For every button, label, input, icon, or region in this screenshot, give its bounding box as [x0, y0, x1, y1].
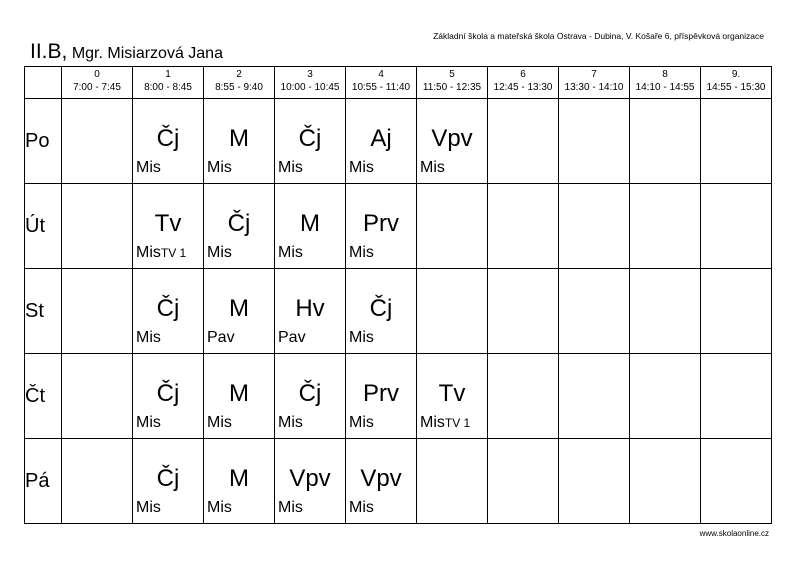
lesson-cell [701, 439, 772, 524]
day-row [25, 354, 772, 439]
lesson-subject: M [229, 465, 249, 492]
period-time: 14:10 - 14:55 [635, 82, 695, 93]
lesson-subject: Tv [154, 210, 182, 237]
lesson-cell [417, 99, 488, 184]
lesson-cell [275, 439, 346, 524]
lesson-teacher-line [278, 329, 306, 347]
period-header-7 [559, 67, 630, 99]
lesson-subject: M [229, 295, 249, 322]
lesson-cell [488, 354, 559, 439]
lesson-subject: Čj [156, 125, 180, 152]
lesson-cell [559, 184, 630, 269]
lesson-teacher-line [207, 244, 232, 262]
period-header-row [25, 67, 772, 99]
period-header-4 [346, 67, 417, 99]
lesson-subject: M [229, 380, 249, 407]
lesson-teacher: Mis [278, 414, 303, 431]
lesson-cell [701, 99, 772, 184]
period-time: 13:30 - 14:10 [564, 82, 624, 93]
period-number: 1 [165, 69, 171, 80]
lesson-teacher-line [278, 499, 303, 517]
corner-cell [25, 67, 62, 99]
lesson-cell [275, 269, 346, 354]
lesson-cell [62, 184, 133, 269]
period-time: 8:55 - 9:40 [215, 82, 263, 93]
lesson-cell [701, 184, 772, 269]
class-name: II.B, [30, 40, 68, 63]
period-number: 3 [307, 69, 313, 80]
lesson-teacher-line [136, 244, 186, 262]
school-name: Základní škola a mateřská škola Ostrava - Dubina, V. Košaře 6, příspěvková organizace [433, 31, 764, 41]
lesson-teacher-line [349, 414, 374, 432]
lesson-teacher: Mis [349, 414, 374, 431]
lesson-teacher: Mis [207, 499, 232, 516]
lesson-teacher: Mis [136, 244, 161, 261]
lesson-teacher: Mis [349, 244, 374, 261]
lesson-teacher-line [278, 244, 303, 262]
lesson-teacher-line [136, 329, 161, 347]
period-number: 0 [94, 69, 100, 80]
lesson-teacher: Mis [207, 414, 232, 431]
lesson-cell [488, 439, 559, 524]
lesson-cell [133, 354, 204, 439]
day-row [25, 99, 772, 184]
lesson-teacher: Mis [278, 159, 303, 176]
day-row [25, 184, 772, 269]
lesson-subject: Hv [295, 295, 325, 322]
lesson-cell [630, 439, 701, 524]
lesson-cell [133, 269, 204, 354]
period-header-3 [275, 67, 346, 99]
lesson-subject: Čj [369, 295, 393, 322]
lesson-cell [346, 269, 417, 354]
lesson-cell [204, 99, 275, 184]
lesson-cell [275, 354, 346, 439]
period-time: 8:00 - 8:45 [144, 82, 192, 93]
lesson-cell [133, 439, 204, 524]
lesson-teacher: Mis [136, 329, 161, 346]
lesson-cell [204, 354, 275, 439]
lesson-teacher-line [420, 159, 445, 177]
lesson-subject: Čj [156, 380, 180, 407]
lesson-cell [204, 439, 275, 524]
lesson-subject: Čj [298, 125, 322, 152]
lesson-teacher-line [207, 329, 235, 347]
lesson-teacher: Mis [420, 414, 445, 431]
lesson-cell [62, 99, 133, 184]
lesson-teacher-line [207, 159, 232, 177]
lesson-cell [133, 184, 204, 269]
period-time: 14:55 - 15:30 [706, 82, 766, 93]
lesson-cell [630, 99, 701, 184]
lesson-cell [488, 269, 559, 354]
period-number: 8 [662, 69, 668, 80]
lesson-teacher: Mis [349, 159, 374, 176]
lesson-cell [62, 354, 133, 439]
day-label: Po [25, 99, 62, 184]
lesson-subject: Aj [370, 125, 392, 152]
lesson-teacher-line [136, 499, 161, 517]
lesson-teacher-line [349, 244, 374, 262]
lesson-cell [559, 354, 630, 439]
lesson-subject: Čj [298, 380, 322, 407]
period-header-5 [417, 67, 488, 99]
lesson-teacher-line [349, 329, 374, 347]
lesson-subject: Vpv [289, 465, 331, 492]
period-header-2 [204, 67, 275, 99]
lesson-subject: Vpv [360, 465, 402, 492]
day-row [25, 269, 772, 354]
lesson-teacher: Mis [136, 414, 161, 431]
lesson-cell [275, 99, 346, 184]
lesson-cell [346, 439, 417, 524]
lesson-cell [62, 439, 133, 524]
day-label: Út [25, 184, 62, 269]
lesson-teacher: Pav [278, 329, 306, 346]
lesson-cell [630, 269, 701, 354]
lesson-cell [133, 99, 204, 184]
day-label: Pá [25, 439, 62, 524]
lesson-subject: Prv [363, 210, 399, 237]
lesson-cell [630, 354, 701, 439]
lesson-teacher: Mis [207, 159, 232, 176]
lesson-cell [488, 99, 559, 184]
lesson-cell [559, 99, 630, 184]
lesson-teacher: Pav [207, 329, 235, 346]
lesson-cell [701, 269, 772, 354]
period-number: 5 [449, 69, 455, 80]
lesson-subject: Prv [363, 380, 399, 407]
lesson-teacher-line [207, 414, 232, 432]
period-time: 12:45 - 13:30 [493, 82, 553, 93]
lesson-subject: Tv [438, 380, 466, 407]
page-title [30, 40, 223, 64]
lesson-teacher: Mis [278, 244, 303, 261]
lesson-subject: M [229, 125, 249, 152]
lesson-cell [417, 354, 488, 439]
period-time: 10:00 - 10:45 [280, 82, 340, 93]
lesson-group: TV 1 [444, 416, 471, 430]
period-header-0 [62, 67, 133, 99]
lesson-teacher: Mis [349, 329, 374, 346]
period-number: 7 [591, 69, 597, 80]
period-time: 7:00 - 7:45 [73, 82, 121, 93]
lesson-cell [275, 184, 346, 269]
lesson-cell [417, 439, 488, 524]
lesson-cell [204, 184, 275, 269]
lesson-teacher: Mis [207, 244, 232, 261]
lesson-teacher-line [136, 414, 161, 432]
lesson-teacher-line [136, 159, 161, 177]
period-number: 4 [378, 69, 384, 80]
timetable-body [25, 99, 772, 524]
period-number: 2 [236, 69, 242, 80]
lesson-teacher: Mis [136, 159, 161, 176]
lesson-cell [417, 184, 488, 269]
lesson-teacher-line [420, 414, 470, 432]
lesson-cell [204, 269, 275, 354]
lesson-cell [630, 184, 701, 269]
period-header-8 [630, 67, 701, 99]
day-label: Čt [25, 354, 62, 439]
lesson-cell [346, 99, 417, 184]
lesson-teacher: Mis [420, 159, 445, 176]
lesson-cell [701, 354, 772, 439]
period-time: 10:55 - 11:40 [351, 82, 411, 93]
lesson-cell [62, 269, 133, 354]
lesson-teacher-line [349, 499, 374, 517]
footer-site: www.skolaonline.cz [699, 529, 769, 538]
lesson-teacher: Mis [278, 499, 303, 516]
lesson-cell [559, 269, 630, 354]
period-header-9 [701, 67, 772, 99]
lesson-subject: Vpv [431, 125, 473, 152]
period-header-1 [133, 67, 204, 99]
timetable [24, 66, 772, 524]
period-header-6 [488, 67, 559, 99]
lesson-teacher-line [278, 159, 303, 177]
period-number: 6 [520, 69, 526, 80]
class-teacher: Mgr. Misiarzová Jana [71, 45, 223, 62]
lesson-cell [488, 184, 559, 269]
lesson-cell [346, 184, 417, 269]
lesson-cell [559, 439, 630, 524]
period-time: 11:50 - 12:35 [422, 82, 482, 93]
lesson-subject: Čj [156, 295, 180, 322]
lesson-cell [346, 354, 417, 439]
lesson-teacher-line [278, 414, 303, 432]
lesson-cell [417, 269, 488, 354]
lesson-teacher: Mis [349, 499, 374, 516]
lesson-subject: Čj [156, 465, 180, 492]
day-row [25, 439, 772, 524]
lesson-group: TV 1 [160, 246, 187, 260]
lesson-subject: M [300, 210, 320, 237]
day-label: St [25, 269, 62, 354]
period-number: 9. [731, 69, 741, 80]
lesson-teacher-line [349, 159, 374, 177]
lesson-subject: Čj [227, 210, 251, 237]
lesson-teacher: Mis [136, 499, 161, 516]
lesson-teacher-line [207, 499, 232, 517]
